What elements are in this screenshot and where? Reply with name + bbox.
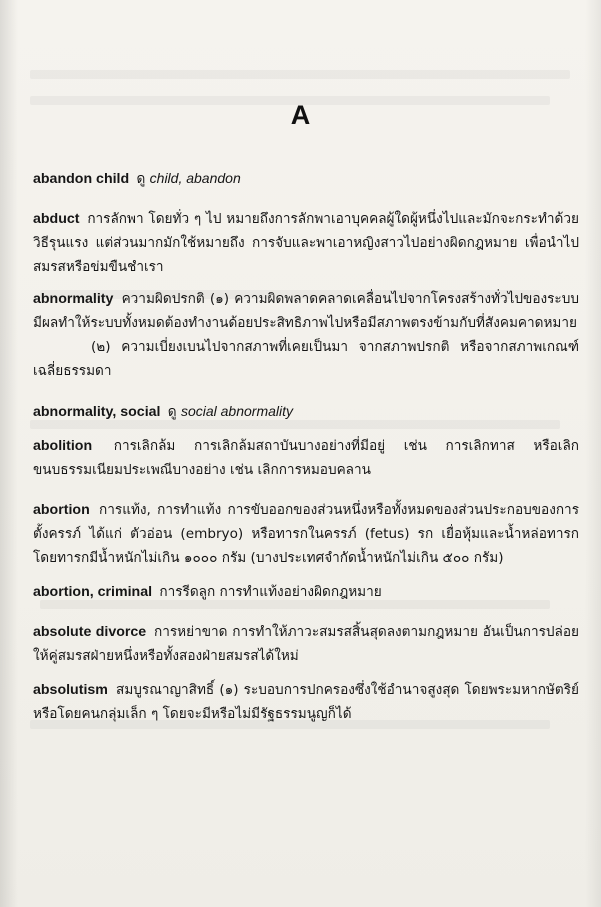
- entry-definition: การเลิกล้ม การเลิกล้มสถาบันบางอย่างที่มีอยู่ เช่น การเลิกทาส หรือเลิกขนบธรรมเนียมประเพณีบางอย่าง เช่น เลิกการหมอบคลาน: [33, 438, 580, 478]
- entry-abnormality-social: [33, 399, 579, 424]
- entry-term: abnormality: [33, 291, 114, 307]
- entry-abandon-child: [33, 166, 579, 191]
- entry-definition: การรีดลูก การทำแท้งอย่างผิดกฎหมาย: [159, 584, 382, 600]
- entry-list: [33, 166, 579, 726]
- entry-crossref: child, abandon: [149, 170, 241, 186]
- entry-term: abduct: [33, 211, 80, 227]
- entry-absolutism: [33, 678, 579, 726]
- entry-term: abandon child: [33, 171, 130, 187]
- entry-absolute-divorce: [33, 620, 579, 668]
- entry-abolition: [33, 434, 579, 482]
- entry-definition: สมบูรณาญาสิทธิ์ (๑) ระบอบการปกครองซึ่งใช้อำนาจสูงสุด โดยพระมหากษัตริย์ หรือโดยคนกลุ่มเล็ก ๆ โดยจะมีหรือไม่มีรัฐธรรมนูญก็ได้: [33, 682, 579, 722]
- entry-see-label: ดู: [167, 404, 177, 420]
- entry-abortion-criminal: [33, 580, 579, 604]
- entry-abnormality: [33, 287, 579, 335]
- entry-term: abolition: [33, 438, 93, 454]
- section-letter-heading: A: [290, 100, 311, 130]
- entry-definition: การหย่าขาด การทำให้ภาวะสมรสสิ้นสุดลงตามกฎหมาย อันเป็นการปล่อยให้คู่สมรสฝ่ายหนึ่งหรือทั้งสองฝ่ายสมรสได้ใหม่: [33, 624, 580, 664]
- entry-definition: การแท้ง, การทำแท้ง การขับออกของส่วนหนึ่งหรือทั้งหมดของส่วนประกอบของการตั้งครรภ์ ได้แก่ ตัวอ่อน (embryo) หรือทารกในครรภ์ (fetus) รก เยื่อหุ้มและน้ำหล่อทารก โดยทารกมีน้ำหนักไม่เกิน ๑๐๐๐ กรัม (บางประเทศจำกัดน้ำหนักไม่เกิน ๕๐๐ กรัม): [33, 502, 579, 566]
- entry-term: absolute divorce: [33, 624, 147, 640]
- entry-abduct: [33, 207, 579, 279]
- entry-term: absolutism: [33, 682, 108, 698]
- entry-term: abortion, criminal: [33, 584, 153, 600]
- entry-see-label: ดู: [136, 171, 146, 187]
- entry-definition-sense: (๒) ความเบี่ยงเบนไปจากสภาพที่เคยเป็นมา จากสภาพปรกติ หรือจากสภาพเกณฑ์เฉลี่ยธรรมดา: [33, 339, 579, 379]
- entry-abnormality-sense-2: [33, 335, 579, 383]
- entry-abortion: [33, 498, 579, 570]
- entry-term: abortion: [33, 502, 90, 518]
- entry-definition: การลักพา โดยทั่ว ๆ ไป หมายถึงการลักพาเอาบุคคลผู้ใดผู้หนึ่งไปและมักจะกระทำด้วยวิธีรุนแรง แต่ส่วนมากมักใช้หมายถึง การจับและพาเอาหญิงสาวไปอย่างผิดกฎหมาย เพื่อนำไปสมรสหรือข่มขืนชำเรา: [33, 211, 579, 275]
- entry-term: abnormality, social: [33, 404, 161, 420]
- entry-crossref: social abnormality: [180, 403, 294, 419]
- entry-definition: ความผิดปรกติ (๑) ความผิดพลาดคลาดเคลื่อนไปจากโครงสร้างทั่วไปของระบบ มีผลทำให้ระบบทั้งหมดต้องทำงานด้อยประสิทธิภาพไปหรือมีสภาพตรงข้ามกับที่สังคมคาดหมาย: [33, 291, 579, 331]
